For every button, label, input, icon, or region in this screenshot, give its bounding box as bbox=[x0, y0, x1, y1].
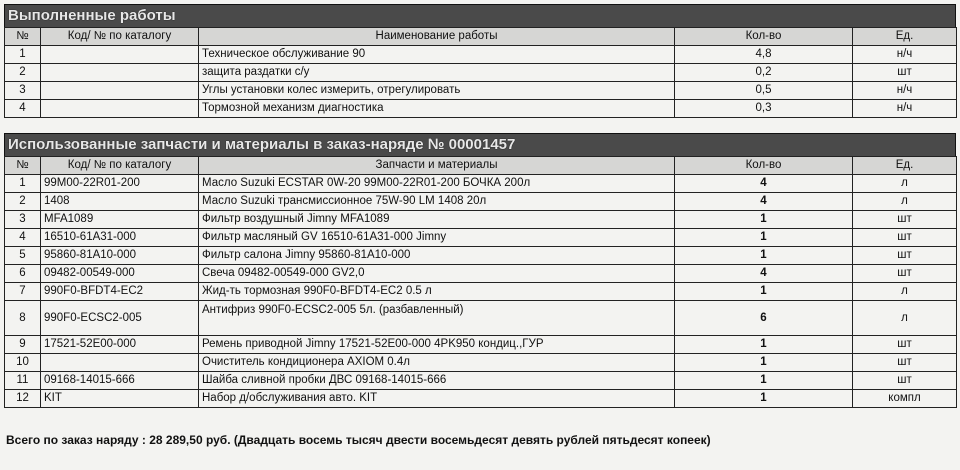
item-name: Тормозной механизм диагностика bbox=[199, 100, 675, 118]
order-total: Всего по заказ наряду : 28 289,50 руб. (Двадцать восемь тысяч двести восемьдесят девять рублей пятьдесят копеек) bbox=[6, 433, 711, 447]
parts-header-row bbox=[5, 157, 957, 175]
table-row bbox=[5, 265, 957, 283]
unit: шт bbox=[853, 354, 957, 372]
quantity: 1 bbox=[675, 354, 853, 372]
row-number: 7 bbox=[5, 283, 41, 301]
catalog-code: 99M00-22R01-200 bbox=[41, 175, 199, 193]
row-number: 5 bbox=[5, 247, 41, 265]
unit: шт bbox=[853, 336, 957, 354]
quantity: 1 bbox=[675, 229, 853, 247]
table-row bbox=[5, 82, 957, 100]
table-row bbox=[5, 247, 957, 265]
catalog-code bbox=[41, 354, 199, 372]
unit: л bbox=[853, 193, 957, 211]
unit: шт bbox=[853, 372, 957, 390]
table-row bbox=[5, 390, 957, 408]
item-name: Набор д/обслуживания авто. KIT bbox=[199, 390, 675, 408]
item-name: Очиститель кондиционера AXIOM 0.4л bbox=[199, 354, 675, 372]
table-row bbox=[5, 175, 957, 193]
catalog-code: KIT bbox=[41, 390, 199, 408]
table-row bbox=[5, 193, 957, 211]
quantity: 6 bbox=[675, 301, 853, 336]
row-number: 8 bbox=[5, 301, 41, 336]
row-number: 1 bbox=[5, 175, 41, 193]
item-name: Масло Suzuki трансмиссионное 75W-90 LM 1408 20л bbox=[199, 193, 675, 211]
row-number: 9 bbox=[5, 336, 41, 354]
parts-header-qty: Кол-во bbox=[675, 157, 853, 175]
quantity: 4 bbox=[675, 193, 853, 211]
item-name: Жид-ть тормозная 990F0-BFDT4-EC2 0.5 л bbox=[199, 283, 675, 301]
row-number: 3 bbox=[5, 211, 41, 229]
unit: компл bbox=[853, 390, 957, 408]
row-number: 3 bbox=[5, 82, 41, 100]
catalog-code bbox=[41, 100, 199, 118]
catalog-code: 990F0-ECSC2-005 bbox=[41, 301, 199, 336]
row-number: 4 bbox=[5, 100, 41, 118]
parts-header-num: № bbox=[5, 157, 41, 175]
item-name: защита раздатки с/у bbox=[199, 64, 675, 82]
quantity: 4,8 bbox=[675, 46, 853, 64]
document bbox=[4, 4, 956, 408]
quantity: 4 bbox=[675, 175, 853, 193]
unit: н/ч bbox=[853, 82, 957, 100]
item-name: Фильтр салона Jimny 95860-81A10-000 bbox=[199, 247, 675, 265]
table-row bbox=[5, 354, 957, 372]
item-name: Фильтр воздушный Jimny MFA1089 bbox=[199, 211, 675, 229]
item-name: Шайба сливной пробки ДВС 09168-14015-666 bbox=[199, 372, 675, 390]
unit: н/ч bbox=[853, 46, 957, 64]
row-number: 2 bbox=[5, 193, 41, 211]
parts-header-name: Запчасти и материалы bbox=[199, 157, 675, 175]
unit: шт bbox=[853, 247, 957, 265]
quantity: 4 bbox=[675, 265, 853, 283]
table-row bbox=[5, 46, 957, 64]
table-row bbox=[5, 336, 957, 354]
item-name: Фильтр масляный GV 16510-61A31-000 Jimny bbox=[199, 229, 675, 247]
catalog-code bbox=[41, 82, 199, 100]
parts-section-title: Использованные запчасти и материалы в заказ-наряде № 00001457 bbox=[4, 133, 956, 156]
catalog-code bbox=[41, 64, 199, 82]
catalog-code: 09168-14015-666 bbox=[41, 372, 199, 390]
row-number: 12 bbox=[5, 390, 41, 408]
row-number: 10 bbox=[5, 354, 41, 372]
table-row bbox=[5, 211, 957, 229]
row-number: 6 bbox=[5, 265, 41, 283]
table-row bbox=[5, 372, 957, 390]
works-table bbox=[4, 27, 957, 118]
row-number: 4 bbox=[5, 229, 41, 247]
row-number: 1 bbox=[5, 46, 41, 64]
catalog-code bbox=[41, 46, 199, 64]
unit: шт bbox=[853, 229, 957, 247]
works-header-row bbox=[5, 28, 957, 46]
quantity: 1 bbox=[675, 211, 853, 229]
unit: л bbox=[853, 283, 957, 301]
parts-table bbox=[4, 156, 957, 408]
works-header-code: Код/ № по каталогу bbox=[41, 28, 199, 46]
table-row bbox=[5, 100, 957, 118]
unit: шт bbox=[853, 265, 957, 283]
table-row bbox=[5, 64, 957, 82]
works-header-name: Наименование работы bbox=[199, 28, 675, 46]
catalog-code: MFA1089 bbox=[41, 211, 199, 229]
catalog-code: 09482-00549-000 bbox=[41, 265, 199, 283]
works-header-unit: Ед. bbox=[853, 28, 957, 46]
table-row bbox=[5, 229, 957, 247]
works-header-num: № bbox=[5, 28, 41, 46]
works-section-title: Выполненные работы bbox=[4, 4, 956, 27]
item-name: Масло Suzuki ECSTAR 0W-20 99M00-22R01-200 БОЧКА 200л bbox=[199, 175, 675, 193]
unit: н/ч bbox=[853, 100, 957, 118]
parts-header-unit: Ед. bbox=[853, 157, 957, 175]
catalog-code: 17521-52E00-000 bbox=[41, 336, 199, 354]
catalog-code: 990F0-BFDT4-EC2 bbox=[41, 283, 199, 301]
item-name: Ремень приводной Jimny 17521-52E00-000 4PK950 кондиц.,ГУР bbox=[199, 336, 675, 354]
quantity: 1 bbox=[675, 247, 853, 265]
item-name: Свеча 09482-00549-000 GV2,0 bbox=[199, 265, 675, 283]
table-row bbox=[5, 283, 957, 301]
unit: л bbox=[853, 175, 957, 193]
quantity: 1 bbox=[675, 336, 853, 354]
unit: л bbox=[853, 301, 957, 336]
unit: шт bbox=[853, 211, 957, 229]
quantity: 1 bbox=[675, 390, 853, 408]
quantity: 1 bbox=[675, 283, 853, 301]
quantity: 0,3 bbox=[675, 100, 853, 118]
catalog-code: 16510-61A31-000 bbox=[41, 229, 199, 247]
table-row bbox=[5, 301, 957, 336]
item-name: Углы установки колес измерить, отрегулировать bbox=[199, 82, 675, 100]
quantity: 1 bbox=[675, 372, 853, 390]
quantity: 0,2 bbox=[675, 64, 853, 82]
parts-header-code: Код/ № по каталогу bbox=[41, 157, 199, 175]
quantity: 0,5 bbox=[675, 82, 853, 100]
item-name: Техническое обслуживание 90 bbox=[199, 46, 675, 64]
unit: шт bbox=[853, 64, 957, 82]
row-number: 11 bbox=[5, 372, 41, 390]
item-name: Антифриз 990F0-ECSC2-005 5л. (разбавленный) bbox=[199, 301, 675, 336]
works-header-qty: Кол-во bbox=[675, 28, 853, 46]
catalog-code: 1408 bbox=[41, 193, 199, 211]
catalog-code: 95860-81A10-000 bbox=[41, 247, 199, 265]
row-number: 2 bbox=[5, 64, 41, 82]
